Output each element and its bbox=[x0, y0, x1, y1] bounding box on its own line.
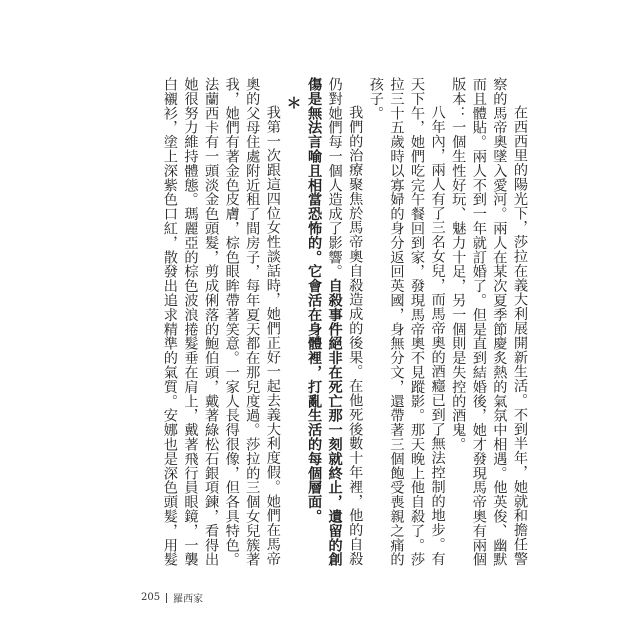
body-text bbox=[159, 77, 530, 577]
paragraph-4: 我第一次跟這四位女性談話時，她們正好一起去義大利度假。她們在馬帝奧的父母住處附近租了間房子，每年夏天都在那兒度過。莎拉的三個女兒簇著我，她們有著金色皮膚，棕色眼眸帶著笑意。一家人長得很像，但各具特色。法蘭西卡有一頭淡金色頭髮，剪成俐落的鮑伯頭，戴著綠松石銀項鍊，看得出她很努力維持體態。瑪麗亞的棕色波浪捲髮垂在肩上，戴著飛行員眼鏡，一襲白襯衫，塗上深紫色口紅，散發出追求精準的氣質。安娜也是深色頭髮，用髮 bbox=[161, 77, 281, 567]
paragraph-3-text: 我們的治療聚焦於馬帝奧自殺造成的後果。在他死後數十年裡，他的自殺仍對她們每一個人造成了影響。 bbox=[326, 77, 364, 567]
paragraph-1: 在西西里的陽光下，莎拉在義大利展開新生活。不到半年，她就和擔任警察的馬帝奧墜入愛河。兩人在某次夏季節慶炙熱的氣氛中相遇。他英俊、幽默而且體貼。兩人不到一年就訂婚了。但是直到結婚後，她才發現馬帝奧有兩個版本：一個生性好玩、魅力十足，另一個則是失控的酒鬼。 bbox=[450, 77, 528, 567]
section-separator-asterisk: ＊ bbox=[284, 95, 303, 111]
paragraph-2: 八年內，兩人有了三名女兒，而馬帝奧的酒癮已到了無法控制的地步。有天下午，她們吃完午餐回到家，發現馬帝奧不見蹤影。那天晚上他自殺了。莎拉三十五歲時以寡婦的身分返回英國，身無分文，還帶著三個飽受喪親之痛的孩子。 bbox=[367, 77, 446, 567]
bold-emphasis-sentence: 自殺事件絕非在死亡那一刻就終止，遺留的創傷是無法言喻且相當恐怖的。它會活在身體裡，打亂生活的每個層面。 bbox=[306, 77, 343, 567]
page-footer bbox=[141, 590, 203, 605]
page-number: 205 bbox=[141, 592, 161, 603]
paragraph-3 bbox=[303, 77, 365, 577]
chapter-title: 羅西家 bbox=[173, 594, 204, 605]
footer-divider bbox=[166, 593, 167, 603]
